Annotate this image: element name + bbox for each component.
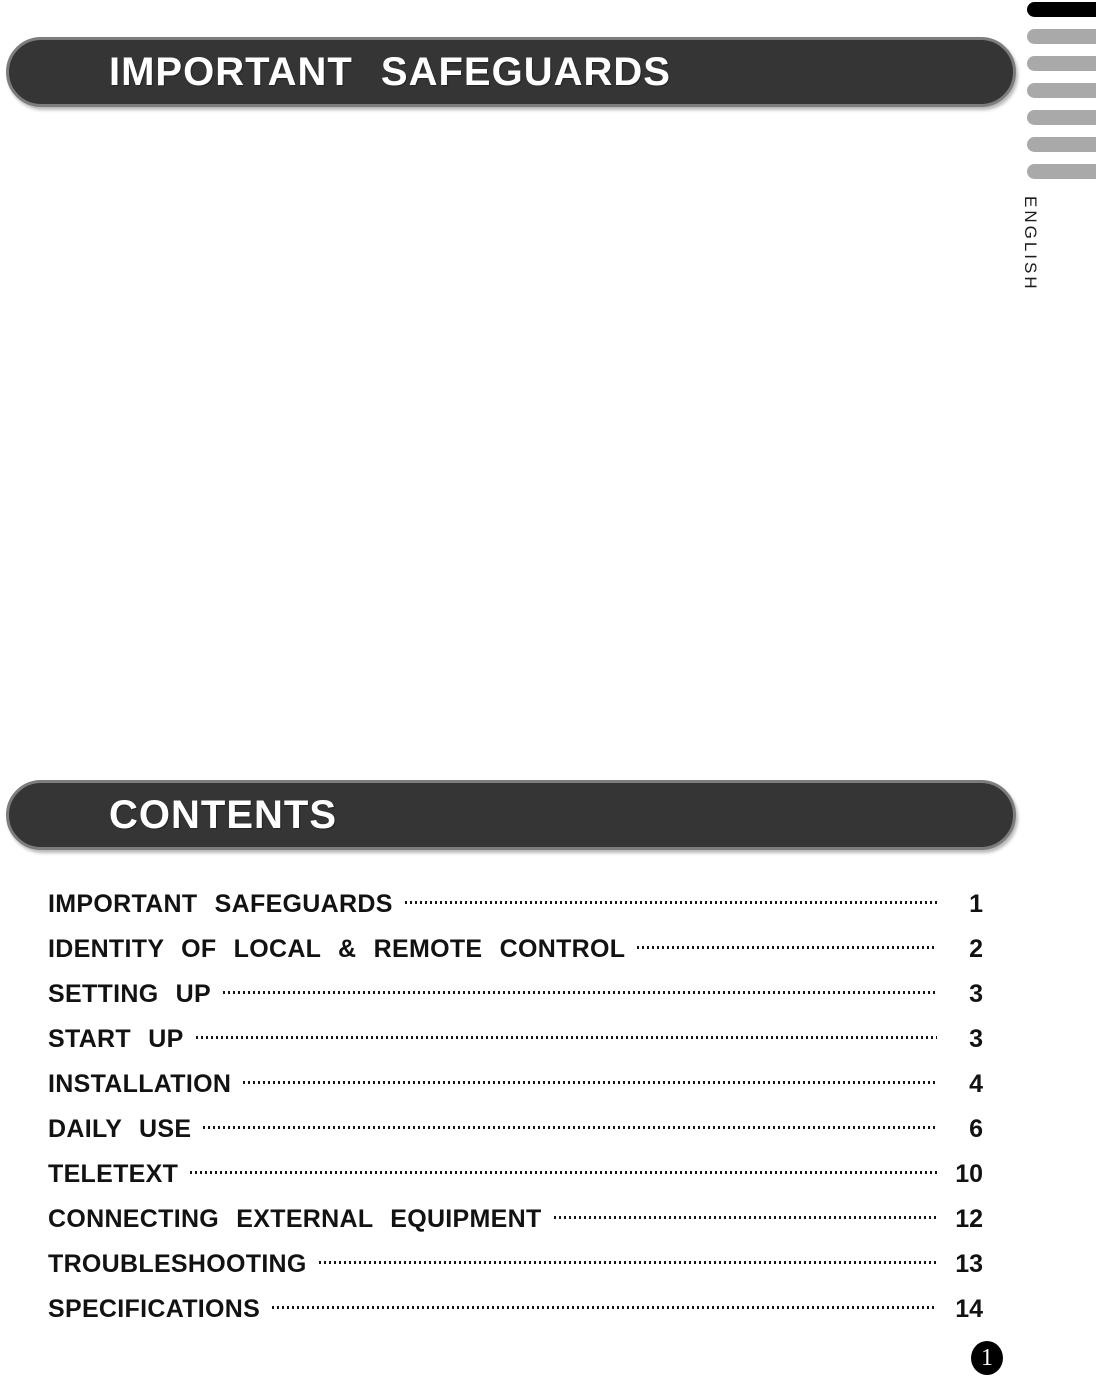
toc-row — [48, 927, 983, 972]
dot-leader — [405, 901, 937, 904]
toc-row — [48, 1062, 983, 1107]
dot-leader — [272, 1306, 937, 1309]
toc-item-label: DAILY USE — [48, 1115, 192, 1143]
safeguards-banner-title: IMPORTANT SAFEGUARDS — [109, 49, 671, 94]
toc-item-label: TELETEXT — [48, 1160, 179, 1188]
toc-item-label: SETTING UP — [48, 980, 212, 1008]
toc-page-number: 14 — [955, 1295, 983, 1323]
contents-banner-title: CONTENTS — [109, 792, 337, 837]
page-number-badge: 1 — [971, 1341, 1003, 1375]
side-tab — [1027, 56, 1096, 71]
side-tab — [1027, 83, 1096, 98]
toc-page-number: 1 — [969, 890, 983, 918]
toc-page-number: 10 — [955, 1160, 983, 1188]
side-tab — [1027, 29, 1096, 44]
dot-leader — [243, 1081, 937, 1084]
side-tab-active — [1027, 2, 1096, 17]
toc-page-number: 2 — [969, 935, 983, 963]
dot-leader — [190, 1171, 937, 1174]
dot-leader — [203, 1126, 937, 1129]
toc-row — [48, 882, 983, 927]
toc-row — [48, 972, 983, 1017]
toc-item-label: SPECIFICATIONS — [48, 1295, 261, 1323]
toc-page-number: 3 — [969, 980, 983, 1008]
table-of-contents — [48, 882, 983, 1332]
toc-row — [48, 1197, 983, 1242]
toc-item-label: CONNECTING EXTERNAL EQUIPMENT — [48, 1205, 542, 1233]
toc-item-label: START UP — [48, 1025, 184, 1053]
toc-page-number: 3 — [969, 1025, 983, 1053]
toc-row — [48, 1152, 983, 1197]
side-index-tabs — [1027, 2, 1096, 179]
side-tab — [1027, 137, 1096, 152]
contents-banner — [6, 780, 1016, 850]
toc-row — [48, 1107, 983, 1152]
dot-leader — [223, 991, 937, 994]
toc-row — [48, 1242, 983, 1287]
toc-row — [48, 1287, 983, 1332]
toc-row — [48, 1017, 983, 1062]
dot-leader — [637, 946, 937, 949]
dot-leader — [196, 1036, 937, 1039]
toc-page-number: 4 — [969, 1070, 983, 1098]
dot-leader — [554, 1216, 937, 1219]
side-tab — [1027, 110, 1096, 125]
toc-item-label: TROUBLESHOOTING — [48, 1250, 307, 1278]
dot-leader — [319, 1261, 937, 1264]
toc-page-number: 6 — [969, 1115, 983, 1143]
toc-item-label: INSTALLATION — [48, 1070, 232, 1098]
toc-item-label: IMPORTANT SAFEGUARDS — [48, 890, 393, 918]
safeguards-banner — [6, 37, 1016, 107]
language-label: ENGLISH — [1021, 196, 1040, 292]
toc-page-number: 13 — [955, 1250, 983, 1278]
toc-item-label: IDENTITY OF LOCAL & REMOTE CONTROL — [48, 935, 626, 963]
toc-page-number: 12 — [955, 1205, 983, 1233]
side-tab — [1027, 164, 1096, 179]
